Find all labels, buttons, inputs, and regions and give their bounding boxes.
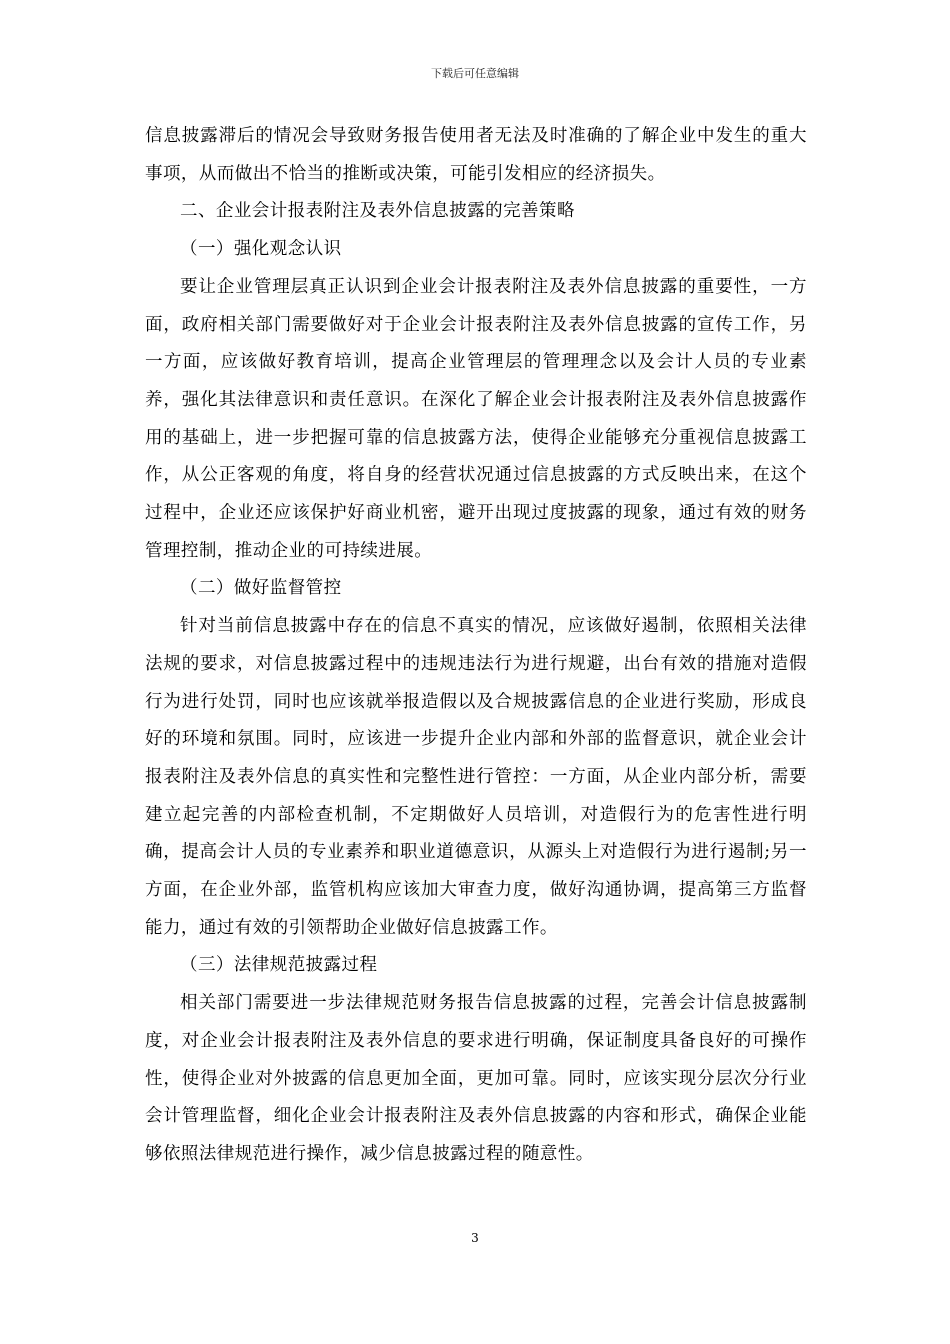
subsection-paragraph-2: 针对当前信息披露中存在的信息不真实的情况，应该做好遏制，依照相关法律法规的要求，对信息披露过程中的违规违法行为进行规避，出台有效的措施对造假行为进行处罚，同时也应该就举报造假以及合规披露信息的企业进行奖励，形成良好的环境和氛围。同时，应该进一步提升企业内部和外部的监督意识，就企业会计报表附注及表外信息的真实性和完整性进行管控：一方面，从企业内部分析，需要建立起完善的内部检查机制，不定期做好人员培训，对造假行为的危害性进行明确，提高会计人员的专业素养和职业道德意识，从源头上对造假行为进行遏制;另一方面，在企业外部，监管机构应该加大审查力度，做好沟通协调，提高第三方监督能力，通过有效的引领帮助企业做好信息披露工作。 xyxy=(145,616,807,938)
continuation-paragraph: 信息披露滞后的情况会导致财务报告使用者无法及时准确的了解企业中发生的重大事项，从而做出不恰当的推断或决策，可能引发相应的经济损失。 xyxy=(145,126,807,184)
subsection-heading-3: （三）法律规范披露过程 xyxy=(180,955,378,976)
section-heading: 二、企业会计报表附注及表外信息披露的完善策略 xyxy=(180,201,575,222)
subsection-heading-2: （二）做好监督管控 xyxy=(180,578,342,599)
page-header: 下载后可任意编辑 xyxy=(431,67,519,80)
subsection-heading-1: （一）强化观念认识 xyxy=(180,239,342,260)
page-number: 3 xyxy=(471,1231,479,1245)
document-body xyxy=(145,118,807,1174)
subsection-paragraph-3: 相关部门需要进一步法律规范财务报告信息披露的过程，完善会计信息披露制度，对企业会计报表附注及表外信息的要求进行明确，保证制度具备良好的可操作性，使得企业对外披露的信息更加全面，更加可靠。同时，应该实现分层次分行业会计管理监督，细化企业会计报表附注及表外信息披露的内容和形式，确保企业能够依照法律规范进行操作，减少信息披露过程的随意性。 xyxy=(145,993,807,1164)
subsection-paragraph-1: 要让企业管理层真正认识到企业会计报表附注及表外信息披露的重要性，一方面，政府相关部门需要做好对于企业会计报表附注及表外信息披露的宣传工作，另一方面，应该做好教育培训，提高企业管理层的管理理念以及会计人员的专业素养，强化其法律意识和责任意识。在深化了解企业会计报表附注及表外信息披露作用的基础上，进一步把握可靠的信息披露方法，使得企业能够充分重视信息披露工作，从公正客观的角度，将自身的经营状况通过信息披露的方式反映出来，在这个过程中，企业还应该保护好商业机密，避开出现过度披露的现象，通过有效的财务管理控制，推动企业的可持续进展。 xyxy=(145,276,807,561)
